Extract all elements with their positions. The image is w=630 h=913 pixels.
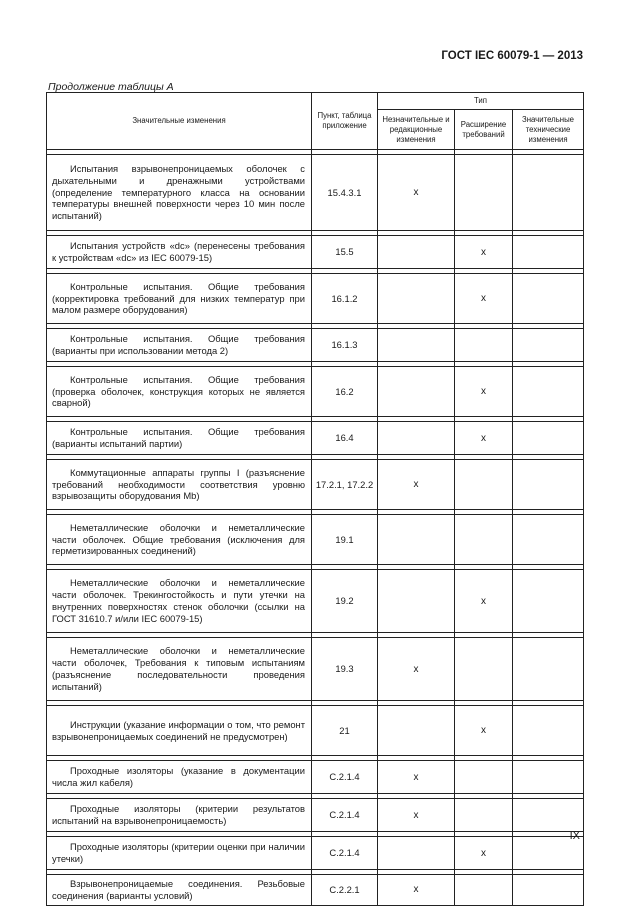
- table-caption: Продолжение таблицы А: [48, 81, 174, 93]
- minor-change-mark: [378, 367, 455, 417]
- extension-mark: x: [455, 706, 513, 756]
- extension-mark: [455, 638, 513, 701]
- extension-mark: [455, 875, 513, 906]
- clause-reference: 16.2: [312, 367, 378, 417]
- header-minor: Незначительные и редакционные изменения: [378, 110, 455, 150]
- minor-change-mark: x: [378, 761, 455, 794]
- extension-mark: [455, 155, 513, 231]
- technical-change-mark: [513, 706, 584, 756]
- technical-change-mark: [513, 274, 584, 324]
- clause-reference: 19.1: [312, 515, 378, 565]
- table-row: [47, 837, 584, 870]
- minor-change-mark: [378, 236, 455, 269]
- minor-change-mark: [378, 515, 455, 565]
- clause-reference: C.2.1.4: [312, 837, 378, 870]
- extension-mark: [455, 329, 513, 362]
- clause-reference: 15.5: [312, 236, 378, 269]
- clause-reference: 16.4: [312, 422, 378, 455]
- change-description: Проходные изоляторы (указание в документации числа жил кабеля): [47, 761, 312, 794]
- extension-mark: [455, 515, 513, 565]
- change-description: Испытания взрывонепроницаемых оболочек с дыхательными и дренажными устройствами (определение температурного класса на основании температуры внешней поверхности через 10 мин после испытаний): [47, 155, 312, 231]
- minor-change-mark: x: [378, 460, 455, 510]
- minor-change-mark: [378, 422, 455, 455]
- clause-reference: C.2.2.1: [312, 875, 378, 906]
- minor-change-mark: [378, 274, 455, 324]
- extension-mark: x: [455, 422, 513, 455]
- change-description: Испытания устройств «dc» (перенесены требования к устройствам «dc» из IEC 60079-15): [47, 236, 312, 269]
- change-description: Проходные изоляторы (критерии результатов испытаний на взрывонепроницаемость): [47, 799, 312, 832]
- change-description: Контрольные испытания. Общие требования (варианты испытаний партии): [47, 422, 312, 455]
- technical-change-mark: [513, 638, 584, 701]
- change-description: Коммутационные аппараты группы I (разъяснение требований необходимости соответствия уровню взрывозащиты оборудования Mb): [47, 460, 312, 510]
- header-ref: Пункт, таблица приложение: [312, 93, 378, 150]
- minor-change-mark: x: [378, 155, 455, 231]
- clause-reference: 21: [312, 706, 378, 756]
- change-description: Инструкции (указание информации о том, что ремонт взрывонепроницаемых соединений не предусмотрен): [47, 706, 312, 756]
- technical-change-mark: [513, 236, 584, 269]
- table-row: [47, 638, 584, 701]
- minor-change-mark: [378, 329, 455, 362]
- technical-change-mark: [513, 460, 584, 510]
- technical-change-mark: [513, 799, 584, 832]
- table-row: [47, 799, 584, 832]
- technical-change-mark: [513, 329, 584, 362]
- extension-mark: x: [455, 236, 513, 269]
- extension-mark: [455, 799, 513, 832]
- extension-mark: [455, 761, 513, 794]
- clause-reference: 17.2.1, 17.2.2: [312, 460, 378, 510]
- table-row: [47, 236, 584, 269]
- standard-designation: ГОСТ IEC 60079-1 — 2013: [441, 50, 583, 62]
- header-changes: Значительные изменения: [47, 93, 312, 150]
- clause-reference: 19.3: [312, 638, 378, 701]
- minor-change-mark: [378, 706, 455, 756]
- header-type: Тип: [378, 93, 584, 110]
- extension-mark: [455, 460, 513, 510]
- minor-change-mark: x: [378, 875, 455, 906]
- table-row: [47, 460, 584, 510]
- change-description: Неметаллические оболочки и неметаллические части оболочек. Трекингостойкость и пути утечки на внутренних поверхностях стенок оболочки (ссылки на ГОСТ 31610.7 и/или IEC 60079-15): [47, 570, 312, 633]
- header-technical: Значительные технические изменения: [513, 110, 584, 150]
- change-description: Контрольные испытания. Общие требования (варианты при использовании метода 2): [47, 329, 312, 362]
- technical-change-mark: [513, 570, 584, 633]
- clause-reference: C.2.1.4: [312, 799, 378, 832]
- page-number: IX: [569, 830, 580, 842]
- extension-mark: x: [455, 570, 513, 633]
- change-description: Неметаллические оболочки и неметаллические части оболочек. Общие требования (исключения для герметизированных соединений): [47, 515, 312, 565]
- change-description: Неметаллические оболочки и неметаллические части оболочек, Требования к типовым испытаниям (разъяснение последовательности проведения испытаний): [47, 638, 312, 701]
- minor-change-mark: x: [378, 799, 455, 832]
- table-row: [47, 515, 584, 565]
- change-description: Взрывонепроницаемые соединения. Резьбовые соединения (варианты условий): [47, 875, 312, 906]
- technical-change-mark: [513, 155, 584, 231]
- change-description: Контрольные испытания. Общие требования (корректировка требований для низких температур при малом размере оборудования): [47, 274, 312, 324]
- clause-reference: 16.1.3: [312, 329, 378, 362]
- minor-change-mark: [378, 837, 455, 870]
- clause-reference: C.2.1.4: [312, 761, 378, 794]
- technical-change-mark: [513, 761, 584, 794]
- minor-change-mark: [378, 570, 455, 633]
- clause-reference: 19.2: [312, 570, 378, 633]
- table-row: [47, 761, 584, 794]
- table-row: [47, 570, 584, 633]
- technical-change-mark: [513, 367, 584, 417]
- table-row: [47, 875, 584, 906]
- extension-mark: x: [455, 367, 513, 417]
- table-row: [47, 422, 584, 455]
- minor-change-mark: x: [378, 638, 455, 701]
- table-row: [47, 274, 584, 324]
- table-row: [47, 329, 584, 362]
- technical-change-mark: [513, 875, 584, 906]
- clause-reference: 16.1.2: [312, 274, 378, 324]
- technical-change-mark: [513, 422, 584, 455]
- change-description: Контрольные испытания. Общие требования (проверка оболочек, конструкция которых не является сварной): [47, 367, 312, 417]
- table-row: [47, 706, 584, 756]
- change-description: Проходные изоляторы (критерии оценки при наличии утечки): [47, 837, 312, 870]
- technical-change-mark: [513, 515, 584, 565]
- clause-reference: 15.4.3.1: [312, 155, 378, 231]
- extension-mark: x: [455, 274, 513, 324]
- header-extension: Расширение требований: [455, 110, 513, 150]
- extension-mark: x: [455, 837, 513, 870]
- table-row: [47, 155, 584, 231]
- table-row: [47, 367, 584, 417]
- changes-table: [46, 92, 584, 906]
